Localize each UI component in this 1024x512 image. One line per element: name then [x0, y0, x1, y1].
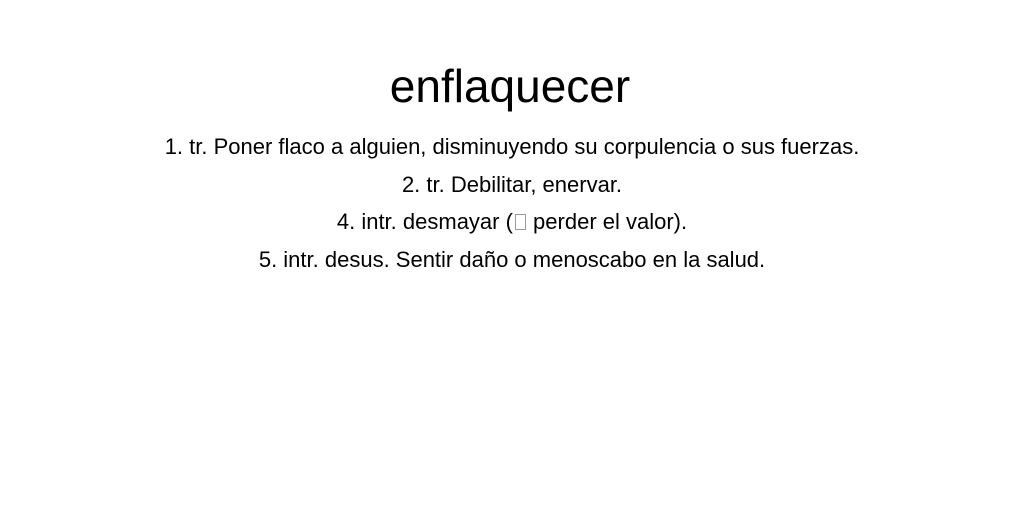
definition-4 [0, 203, 1024, 241]
definition-4-after: perder el valor). [526, 209, 688, 234]
headword: enflaquecer [389, 60, 631, 112]
definition-2: 2. tr. Debilitar, enervar. [401, 171, 623, 197]
definition-4-before: 4. intr. desmayar ( [336, 209, 513, 234]
missing-glyph-icon [515, 214, 526, 230]
definition-1: 1. tr. Poner flaco a alguien, disminuyendo su corpulencia o sus fuerzas. [164, 134, 860, 159]
definition-5: 5. intr. desus. Sentir daño o menoscabo en la salud. [258, 246, 766, 272]
definition-list [0, 128, 1024, 278]
